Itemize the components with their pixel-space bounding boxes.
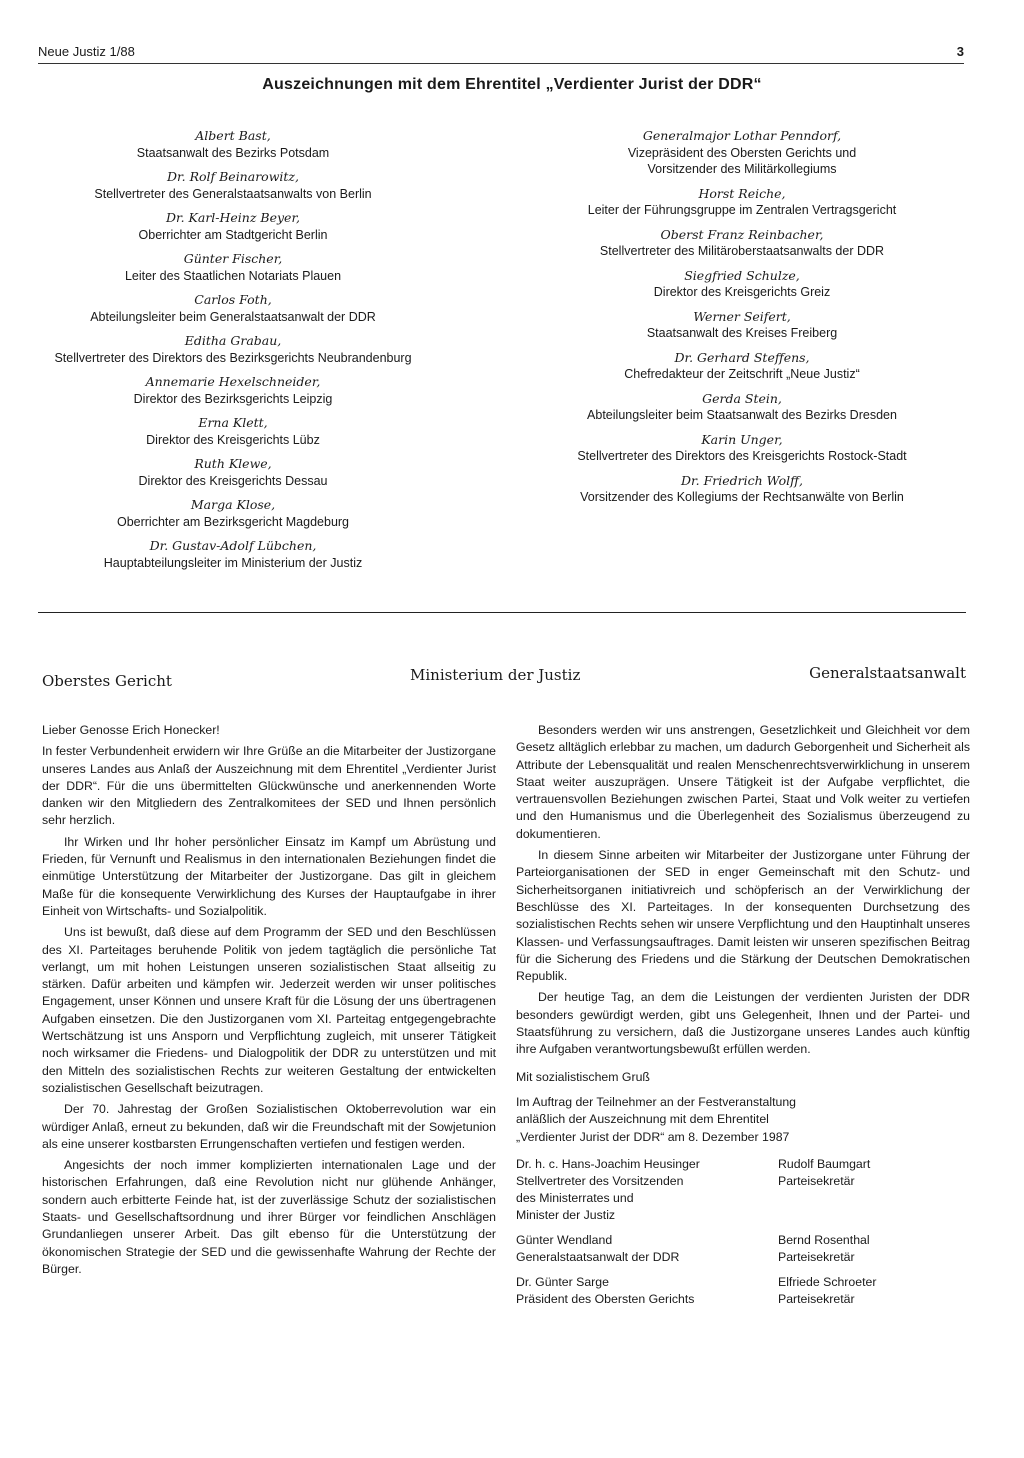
- awardee-name: Marga Klose,: [190, 497, 276, 512]
- signature-wendland: Günter Wendland Generalstaatsanwalt der DDR: [516, 1232, 680, 1264]
- journal-issue: Neue Justiz 1/88: [38, 44, 135, 59]
- awardee-entry: [517, 432, 967, 465]
- awardee-name: Oberst Franz Reinbacher,: [660, 226, 824, 242]
- awardee-role: Vizepräsident des Obersten Gerichts und Vorsitzender des Militärkollegiums: [627, 145, 857, 176]
- awardee-role: Direktor des Kreisgerichts Lübz: [146, 432, 320, 447]
- awardee-entry: [8, 333, 458, 366]
- awardee-role: Stellvertreter des Direktors des Bezirksgerichts Neubrandenburg: [54, 350, 412, 365]
- letter-closing: Mit sozialistischem Gruß: [516, 1069, 650, 1084]
- institution-ministry-of-justice: Ministerium der Justiz: [410, 666, 581, 684]
- awardee-name: Dr. Gustav-Adolf Lübchen,: [149, 538, 317, 553]
- awardee-entry: [517, 227, 967, 260]
- signature-baumgart: Rudolf Baumgart Parteisekretär: [778, 1156, 871, 1188]
- page-title: Auszeichnungen mit dem Ehrentitel „Verdienter Jurist der DDR“: [262, 76, 762, 93]
- awardee-role: Direktor des Bezirksgerichts Leipzig: [133, 391, 333, 406]
- awardee-role: Hauptabteilungsleiter im Ministerium der Justiz: [103, 555, 363, 570]
- awardee-name: Siegfried Schulze,: [684, 267, 800, 283]
- letter-paragraph: Besonders werden wir uns anstrengen, Gesetzlichkeit und Gleichheit vor dem Gesetz alltäglich erlebbar zu machen, um dadurch Geborgenheit und Sicherheit als Attribute der Lebensqualität und realen Menschenrechtsverwirklichung in unserem Staat weiter auszuprägen. Unsere Tätigkeit ist der Aufgabe verpflichtet, die vertrauensvollen Beziehungen zwischen Partei, Staat und Volk weiter zu vertiefen und den Humanismus und die Überlegenheit des Sozialismus überzeugend zu dokumentieren.: [516, 723, 970, 841]
- awardee-name: Karin Unger,: [701, 431, 783, 447]
- letter-paragraph: Ihr Wirken und Ihr hoher persönlicher Einsatz im Kampf um Abrüstung und Frieden, für Vernunft und Realismus in den internationalen Beziehungen findet die einmütige Unterstützung der Mitarbeiter der Justizorgane. Das gilt in gleichem Maße für die konsequente Verwirklichung des Kurses der Hauptaufgabe in ihrer Einheit von Wirtschafts- und Sozialpolitik.: [42, 834, 496, 918]
- awardee-entry: [8, 497, 458, 530]
- signature-sarge: Dr. Günter Sarge Präsident des Obersten Gerichts: [516, 1274, 695, 1306]
- awardee-name: Werner Seifert,: [693, 308, 791, 324]
- awardee-name: Ruth Klewe,: [194, 456, 272, 471]
- awardee-entry: [8, 374, 458, 407]
- signature-block: [516, 1156, 970, 1308]
- awardee-entry: [517, 128, 967, 178]
- letter-right-column: [516, 722, 970, 1308]
- institution-prosecutor-general: Generalstaatsanwalt: [809, 664, 966, 682]
- awardee-role: Chefredakteur der Zeitschrift „Neue Justiz“: [624, 367, 860, 381]
- awardee-role: Vorsitzender des Kollegiums der Rechtsanwälte von Berlin: [580, 490, 904, 504]
- letter-left-column: [42, 722, 496, 1282]
- page-header: [38, 44, 964, 64]
- awardee-role: Abteilungsleiter beim Generalstaatsanwalt der DDR: [90, 309, 376, 324]
- awardee-role: Stellvertreter des Generalstaatsanwalts von Berlin: [94, 186, 372, 201]
- awardee-name: Editha Grabau,: [184, 333, 282, 348]
- awardee-entry: [517, 268, 967, 301]
- awardee-role: Leiter der Führungsgruppe im Zentralen Vertragsgericht: [587, 203, 897, 217]
- letter-paragraph: Der 70. Jahrestag der Großen Sozialistischen Oktoberrevolution war ein würdiger Anlaß, erneut zu bekunden, daß wir die Freundschaft mit der Sowjetunion als eine unserer kostbarsten Errungenschaften vertiefen und festigen werden.: [42, 1102, 496, 1151]
- section-divider: [38, 612, 966, 613]
- awardee-name: Gerda Stein,: [702, 390, 782, 406]
- signature-schroeter: Elfriede Schroeter Parteisekretär: [778, 1274, 877, 1306]
- awardee-role: Stellvertreter des Militäroberstaatsanwalts der DDR: [599, 244, 885, 258]
- awardee-role: Direktor des Kreisgerichts Greiz: [653, 285, 831, 299]
- awardee-name: Carlos Foth,: [194, 292, 272, 307]
- awardee-name: Annemarie Hexelschneider,: [145, 374, 321, 389]
- awardees-right-column: [517, 128, 967, 514]
- letter-paragraph: Uns ist bewußt, daß diese auf dem Programm der SED und den Beschlüssen des XI. Parteitages beruhende Politik von jedem tagtäglich die persönliche Tat verlangt, um mit hohen Leistungen unseren sozialistischen Staat allseitig zu stärken. Dafür arbeiten und kämpfen wir. Jederzeit werden wir unser politisches Engagement, unser Können und unsere Kraft für die Lösung der uns übertragenen Aufgaben einsetzen. Die den Justizorganen vom XI. Parteitag entgegengebrachte Wertschätzung ist uns Ansporn und Verpflichtung zugleich, mit unserer Tätigkeit noch wirksamer die Friedens- und Dialogpolitik der DDR zu unterstützen und mit den Mitteln des sozialistischen Rechts zur weiteren Gestaltung der entwickelten sozialistischen Gesellschaft beizutragen.: [42, 925, 496, 1095]
- awardee-entry: [8, 169, 458, 202]
- signature-heusinger: Dr. h. c. Hans-Joachim Heusinger Stellvertreter des Vorsitzenden des Ministerrates und Minister der Justiz: [516, 1156, 700, 1222]
- institution-supreme-court: Oberstes Gericht: [42, 672, 172, 690]
- awardee-entry: [517, 391, 967, 424]
- awardee-name: Albert Bast,: [195, 128, 271, 143]
- signature-rosenthal: Bernd Rosenthal Parteisekretär: [778, 1232, 870, 1264]
- awardee-entry: [8, 456, 458, 489]
- awardee-role: Staatsanwalt des Bezirks Potsdam: [136, 145, 330, 160]
- page-number: 3: [956, 44, 964, 59]
- awardee-entry: [8, 292, 458, 325]
- awardee-entry: [8, 251, 458, 284]
- awardee-entry: [8, 128, 458, 161]
- awardee-name: Horst Reiche,: [698, 185, 786, 201]
- awardee-name: Generalmajor Lothar Penndorf,: [642, 128, 842, 143]
- awardee-entry: [517, 473, 967, 506]
- awardees-left-column: [8, 128, 458, 579]
- awardee-entry: [8, 538, 458, 571]
- event-note: Im Auftrag der Teilnehmer an der Festveranstaltung anläßlich der Auszeichnung mit dem Ehrentitel „Verdienter Jurist der DDR“ am 8. Dezember 1987: [516, 1094, 797, 1144]
- awardee-entry: [8, 415, 458, 448]
- awardee-name: Dr. Karl-Heinz Beyer,: [165, 210, 301, 225]
- awardee-role: Staatsanwalt des Kreises Freiberg: [646, 326, 838, 340]
- awardee-name: Dr. Friedrich Wolff,: [681, 472, 803, 488]
- letter-paragraph: Der heutige Tag, an dem die Leistungen der verdienten Juristen der DDR besonders gewürdigt werden, gibt uns Gelegenheit, Ihnen und der Partei- und Staatsführung zu versichern, daß die Justizorgane unseres Landes auch künftig ihre Aufgaben verantwortungsbewußt erfüllen werden.: [516, 990, 970, 1057]
- letter-paragraph: In diesem Sinne arbeiten wir Mitarbeiter der Justizorgane unter Führung der Parteiorganisationen der SED in enger Gemeinschaft mit den Schutz- und Sicherheitsorganen initiativreich und schöpferisch an der Verwirklichung der Beschlüsse des XI. Parteitages. In der konsequenten Durchsetzung des sozialistischen Rechts sehen wir unsere Verpflichtung und den Hauptinhalt unseres Klassen- und Verfassungsauftrages. Damit leisten wir unseren spezifischen Beitrag für die Sicherung des Friedens und die Stärkung der Deutschen Demokratischen Republik.: [516, 848, 970, 984]
- letter-paragraph: Angesichts der noch immer komplizierten internationalen Lage und der historischen Erfahrungen, daß eine Revolution nicht nur glühende Anhänger, sondern auch erbitterte Feinde hat, ist der zuverlässige Schutz der sozialistischen Staats- und Gesellschaftsordnung und ihrer Bürger vor feindlichen Anschlägen Grundanliegen unserer Arbeit. Das gilt ebenso für die Unterstützung der ökonomischen Strategie der SED und die gewissenhafte Wahrung der Rechte der Bürger.: [42, 1158, 496, 1276]
- letter-paragraph: In fester Verbundenheit erwidern wir Ihre Grüße an die Mitarbeiter der Justizorgane unseres Landes aus Anlaß der Auszeichnung mit dem Ehrentitel „Verdienter Jurist der DDR“. Für die uns übermittelten Glückwünsche und anerkennenden Worte danken wir den Mitgliedern des Zentralkomitees der SED und Ihnen persönlich sehr herzlich.: [42, 744, 496, 828]
- awardee-entry: [517, 350, 967, 383]
- awardee-name: Günter Fischer,: [183, 251, 283, 266]
- awardee-name: Erna Klett,: [198, 415, 268, 430]
- letter-salutation: Lieber Genosse Erich Honecker!: [42, 723, 220, 737]
- awardee-entry: [8, 210, 458, 243]
- awardee-entry: [517, 186, 967, 219]
- awardee-name: Dr. Gerhard Steffens,: [674, 349, 810, 365]
- awardee-role: Oberrichter am Stadtgericht Berlin: [138, 227, 328, 242]
- awardee-name: Dr. Rolf Beinarowitz,: [167, 169, 299, 184]
- awardee-role: Abteilungsleiter beim Staatsanwalt des Bezirks Dresden: [587, 408, 897, 422]
- awardee-role: Stellvertreter des Direktors des Kreisgerichts Rostock-Stadt: [577, 449, 907, 463]
- awardee-entry: [517, 309, 967, 342]
- institutions-heading: [42, 664, 966, 688]
- header-rule: [38, 63, 964, 64]
- awardee-role: Oberrichter am Bezirksgericht Magdeburg: [116, 514, 350, 529]
- awardee-role: Direktor des Kreisgerichts Dessau: [138, 473, 328, 488]
- awardee-role: Leiter des Staatlichen Notariats Plauen: [124, 268, 342, 283]
